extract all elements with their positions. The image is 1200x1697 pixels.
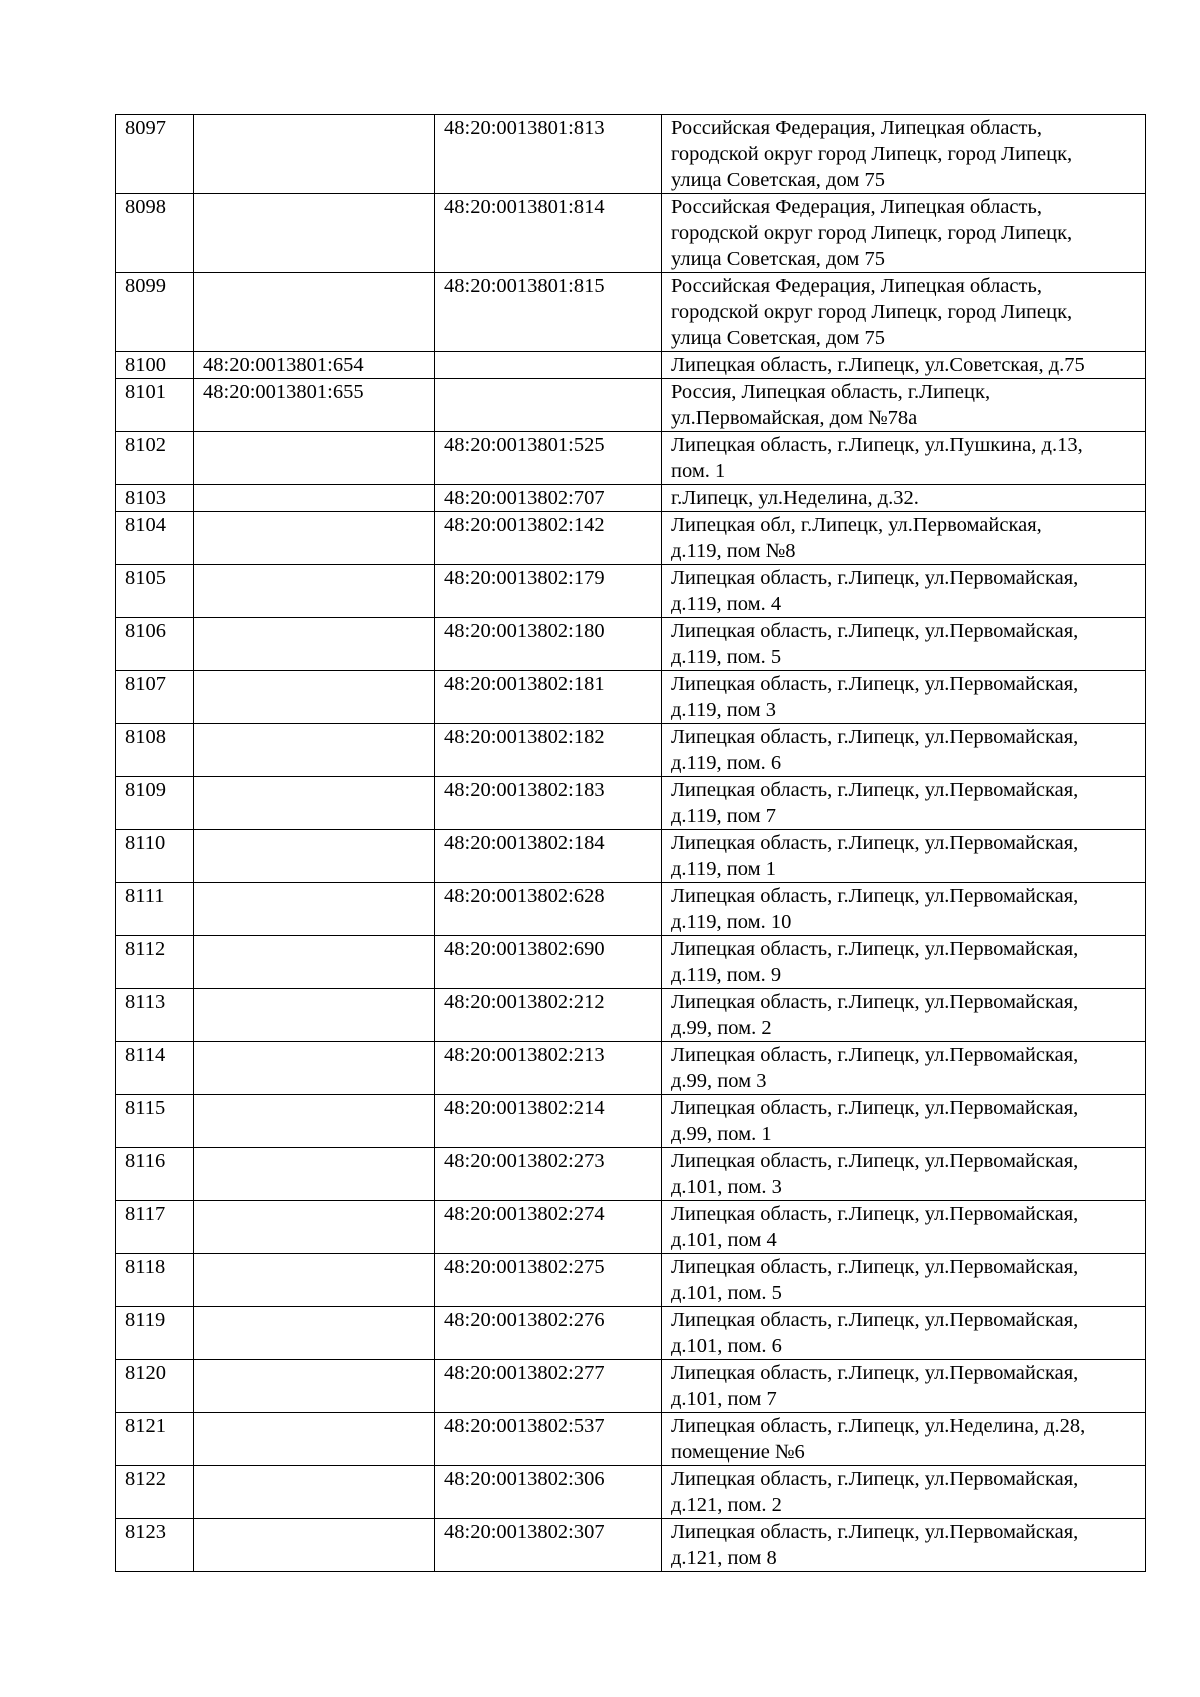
address-cell: Липецкая обл, г.Липецк, ул.Первомайская, д.119, пом №8: [662, 512, 1146, 565]
row-number-cell: 8118: [116, 1254, 194, 1307]
table-row: [116, 1254, 1146, 1307]
land-cadastral-number-cell: 48:20:0013801:654: [194, 352, 435, 379]
address-cell: Российская Федерация, Липецкая область, городской округ город Липецк, город Липецк, улица Советская, дом 75: [662, 273, 1146, 352]
row-number-cell: 8116: [116, 1148, 194, 1201]
row-number-cell: 8112: [116, 936, 194, 989]
land-cadastral-number-cell: [194, 1307, 435, 1360]
table-row: [116, 1042, 1146, 1095]
land-cadastral-number-cell: [194, 432, 435, 485]
table-row: [116, 777, 1146, 830]
land-cadastral-number-cell: [194, 1466, 435, 1519]
premises-cadastral-number-cell: 48:20:0013802:275: [435, 1254, 662, 1307]
premises-cadastral-number-cell: 48:20:0013801:815: [435, 273, 662, 352]
row-number-cell: 8099: [116, 273, 194, 352]
premises-cadastral-number-cell: 48:20:0013802:276: [435, 1307, 662, 1360]
address-cell: Липецкая область, г.Липецк, ул.Первомайская, д.119, пом. 9: [662, 936, 1146, 989]
premises-cadastral-number-cell: 48:20:0013801:814: [435, 194, 662, 273]
premises-cadastral-number-cell: 48:20:0013802:707: [435, 485, 662, 512]
address-cell: Липецкая область, г.Липецк, ул.Неделина, д.28, помещение №6: [662, 1413, 1146, 1466]
row-number-cell: 8100: [116, 352, 194, 379]
premises-cadastral-number-cell: 48:20:0013802:628: [435, 883, 662, 936]
table-row: [116, 830, 1146, 883]
table-row: [116, 936, 1146, 989]
address-cell: Липецкая область, г.Липецк, ул.Первомайская, д.119, пом 1: [662, 830, 1146, 883]
row-number-cell: 8119: [116, 1307, 194, 1360]
land-cadastral-number-cell: [194, 1413, 435, 1466]
premises-cadastral-number-cell: 48:20:0013802:142: [435, 512, 662, 565]
premises-cadastral-number-cell: 48:20:0013802:212: [435, 989, 662, 1042]
land-cadastral-number-cell: [194, 1254, 435, 1307]
table-row: [116, 883, 1146, 936]
row-number-cell: 8107: [116, 671, 194, 724]
table-row: [116, 352, 1146, 379]
table-row: [116, 618, 1146, 671]
land-cadastral-number-cell: [194, 671, 435, 724]
address-cell: Липецкая область, г.Липецк, ул.Первомайская, д.101, пом. 5: [662, 1254, 1146, 1307]
row-number-cell: 8105: [116, 565, 194, 618]
row-number-cell: 8108: [116, 724, 194, 777]
premises-cadastral-number-cell: 48:20:0013802:690: [435, 936, 662, 989]
row-number-cell: 8117: [116, 1201, 194, 1254]
land-cadastral-number-cell: [194, 989, 435, 1042]
land-cadastral-number-cell: [194, 565, 435, 618]
premises-cadastral-number-cell: 48:20:0013802:277: [435, 1360, 662, 1413]
table-row: [116, 1095, 1146, 1148]
land-cadastral-number-cell: [194, 485, 435, 512]
land-cadastral-number-cell: [194, 618, 435, 671]
row-number-cell: 8106: [116, 618, 194, 671]
premises-cadastral-number-cell: [435, 352, 662, 379]
premises-cadastral-number-cell: 48:20:0013802:179: [435, 565, 662, 618]
row-number-cell: 8123: [116, 1519, 194, 1572]
land-cadastral-number-cell: [194, 777, 435, 830]
table-row: [116, 485, 1146, 512]
table-row: [116, 1307, 1146, 1360]
land-cadastral-number-cell: [194, 273, 435, 352]
premises-cadastral-number-cell: 48:20:0013802:273: [435, 1148, 662, 1201]
premises-cadastral-number-cell: 48:20:0013801:813: [435, 115, 662, 194]
land-cadastral-number-cell: [194, 883, 435, 936]
premises-cadastral-number-cell: 48:20:0013802:307: [435, 1519, 662, 1572]
table-row: [116, 432, 1146, 485]
row-number-cell: 8101: [116, 379, 194, 432]
premises-cadastral-number-cell: 48:20:0013802:213: [435, 1042, 662, 1095]
premises-cadastral-number-cell: 48:20:0013802:214: [435, 1095, 662, 1148]
land-cadastral-number-cell: [194, 115, 435, 194]
address-cell: Липецкая область, г.Липецк, ул.Первомайская, д.101, пом 7: [662, 1360, 1146, 1413]
table-row: [116, 1148, 1146, 1201]
address-cell: Липецкая область, г.Липецк, ул.Первомайская, д.119, пом. 6: [662, 724, 1146, 777]
premises-cadastral-number-cell: 48:20:0013802:306: [435, 1466, 662, 1519]
address-cell: Липецкая область, г.Липецк, ул.Первомайская, д.121, пом. 2: [662, 1466, 1146, 1519]
row-number-cell: 8115: [116, 1095, 194, 1148]
row-number-cell: 8122: [116, 1466, 194, 1519]
address-cell: Липецкая область, г.Липецк, ул.Первомайская, д.119, пом 7: [662, 777, 1146, 830]
premises-cadastral-number-cell: 48:20:0013802:274: [435, 1201, 662, 1254]
address-cell: Липецкая область, г.Липецк, ул.Первомайская, д.99, пом 3: [662, 1042, 1146, 1095]
premises-cadastral-number-cell: 48:20:0013802:183: [435, 777, 662, 830]
address-cell: Липецкая область, г.Липецк, ул.Первомайская, д.101, пом. 3: [662, 1148, 1146, 1201]
row-number-cell: 8113: [116, 989, 194, 1042]
table-row: [116, 1413, 1146, 1466]
row-number-cell: 8111: [116, 883, 194, 936]
address-cell: Липецкая область, г.Липецк, ул.Первомайская, д.119, пом. 10: [662, 883, 1146, 936]
table-row: [116, 724, 1146, 777]
address-cell: Российская Федерация, Липецкая область, городской округ город Липецк, город Липецк, улица Советская, дом 75: [662, 115, 1146, 194]
address-cell: Липецкая область, г.Липецк, ул.Первомайская, д.119, пом. 5: [662, 618, 1146, 671]
land-cadastral-number-cell: [194, 512, 435, 565]
table-row: [116, 565, 1146, 618]
land-cadastral-number-cell: [194, 830, 435, 883]
row-number-cell: 8114: [116, 1042, 194, 1095]
land-cadastral-number-cell: 48:20:0013801:655: [194, 379, 435, 432]
address-cell: Липецкая область, г.Липецк, ул.Первомайская, д.99, пом. 2: [662, 989, 1146, 1042]
table-row: [116, 989, 1146, 1042]
row-number-cell: 8097: [116, 115, 194, 194]
row-number-cell: 8120: [116, 1360, 194, 1413]
land-cadastral-number-cell: [194, 1095, 435, 1148]
row-number-cell: 8104: [116, 512, 194, 565]
row-number-cell: 8109: [116, 777, 194, 830]
row-number-cell: 8121: [116, 1413, 194, 1466]
row-number-cell: 8098: [116, 194, 194, 273]
premises-cadastral-number-cell: [435, 379, 662, 432]
table-row: [116, 115, 1146, 194]
table-row: [116, 1360, 1146, 1413]
land-cadastral-number-cell: [194, 1201, 435, 1254]
premises-cadastral-number-cell: 48:20:0013802:184: [435, 830, 662, 883]
address-cell: Липецкая область, г.Липецк, ул.Советская, д.75: [662, 352, 1146, 379]
row-number-cell: 8110: [116, 830, 194, 883]
address-cell: Липецкая область, г.Липецк, ул.Первомайская, д.99, пом. 1: [662, 1095, 1146, 1148]
land-cadastral-number-cell: [194, 1148, 435, 1201]
address-cell: Липецкая область, г.Липецк, ул.Первомайская, д.121, пом 8: [662, 1519, 1146, 1572]
row-number-cell: 8102: [116, 432, 194, 485]
table-row: [116, 194, 1146, 273]
table-row: [116, 1519, 1146, 1572]
premises-cadastral-number-cell: 48:20:0013802:182: [435, 724, 662, 777]
address-cell: Липецкая область, г.Липецк, ул.Первомайская, д.101, пом. 6: [662, 1307, 1146, 1360]
address-cell: г.Липецк, ул.Неделина, д.32.: [662, 485, 1146, 512]
land-cadastral-number-cell: [194, 1360, 435, 1413]
premises-cadastral-number-cell: 48:20:0013802:181: [435, 671, 662, 724]
address-cell: Липецкая область, г.Липецк, ул.Первомайская, д.119, пом. 4: [662, 565, 1146, 618]
land-cadastral-number-cell: [194, 1042, 435, 1095]
address-cell: Россия, Липецкая область, г.Липецк, ул.Первомайская, дом №78а: [662, 379, 1146, 432]
premises-cadastral-number-cell: 48:20:0013801:525: [435, 432, 662, 485]
table-row: [116, 1466, 1146, 1519]
land-cadastral-number-cell: [194, 194, 435, 273]
table-row: [116, 273, 1146, 352]
table-row: [116, 671, 1146, 724]
table-row: [116, 512, 1146, 565]
table-row: [116, 1201, 1146, 1254]
land-cadastral-number-cell: [194, 1519, 435, 1572]
premises-cadastral-number-cell: 48:20:0013802:180: [435, 618, 662, 671]
address-cell: Липецкая область, г.Липецк, ул.Пушкина, д.13, пом. 1: [662, 432, 1146, 485]
address-cell: Липецкая область, г.Липецк, ул.Первомайская, д.101, пом 4: [662, 1201, 1146, 1254]
table-row: [116, 379, 1146, 432]
row-number-cell: 8103: [116, 485, 194, 512]
land-cadastral-number-cell: [194, 936, 435, 989]
property-table: [115, 114, 1146, 1572]
address-cell: Российская Федерация, Липецкая область, городской округ город Липецк, город Липецк, улица Советская, дом 75: [662, 194, 1146, 273]
property-table-body: [116, 115, 1146, 1572]
address-cell: Липецкая область, г.Липецк, ул.Первомайская, д.119, пом 3: [662, 671, 1146, 724]
land-cadastral-number-cell: [194, 724, 435, 777]
premises-cadastral-number-cell: 48:20:0013802:537: [435, 1413, 662, 1466]
